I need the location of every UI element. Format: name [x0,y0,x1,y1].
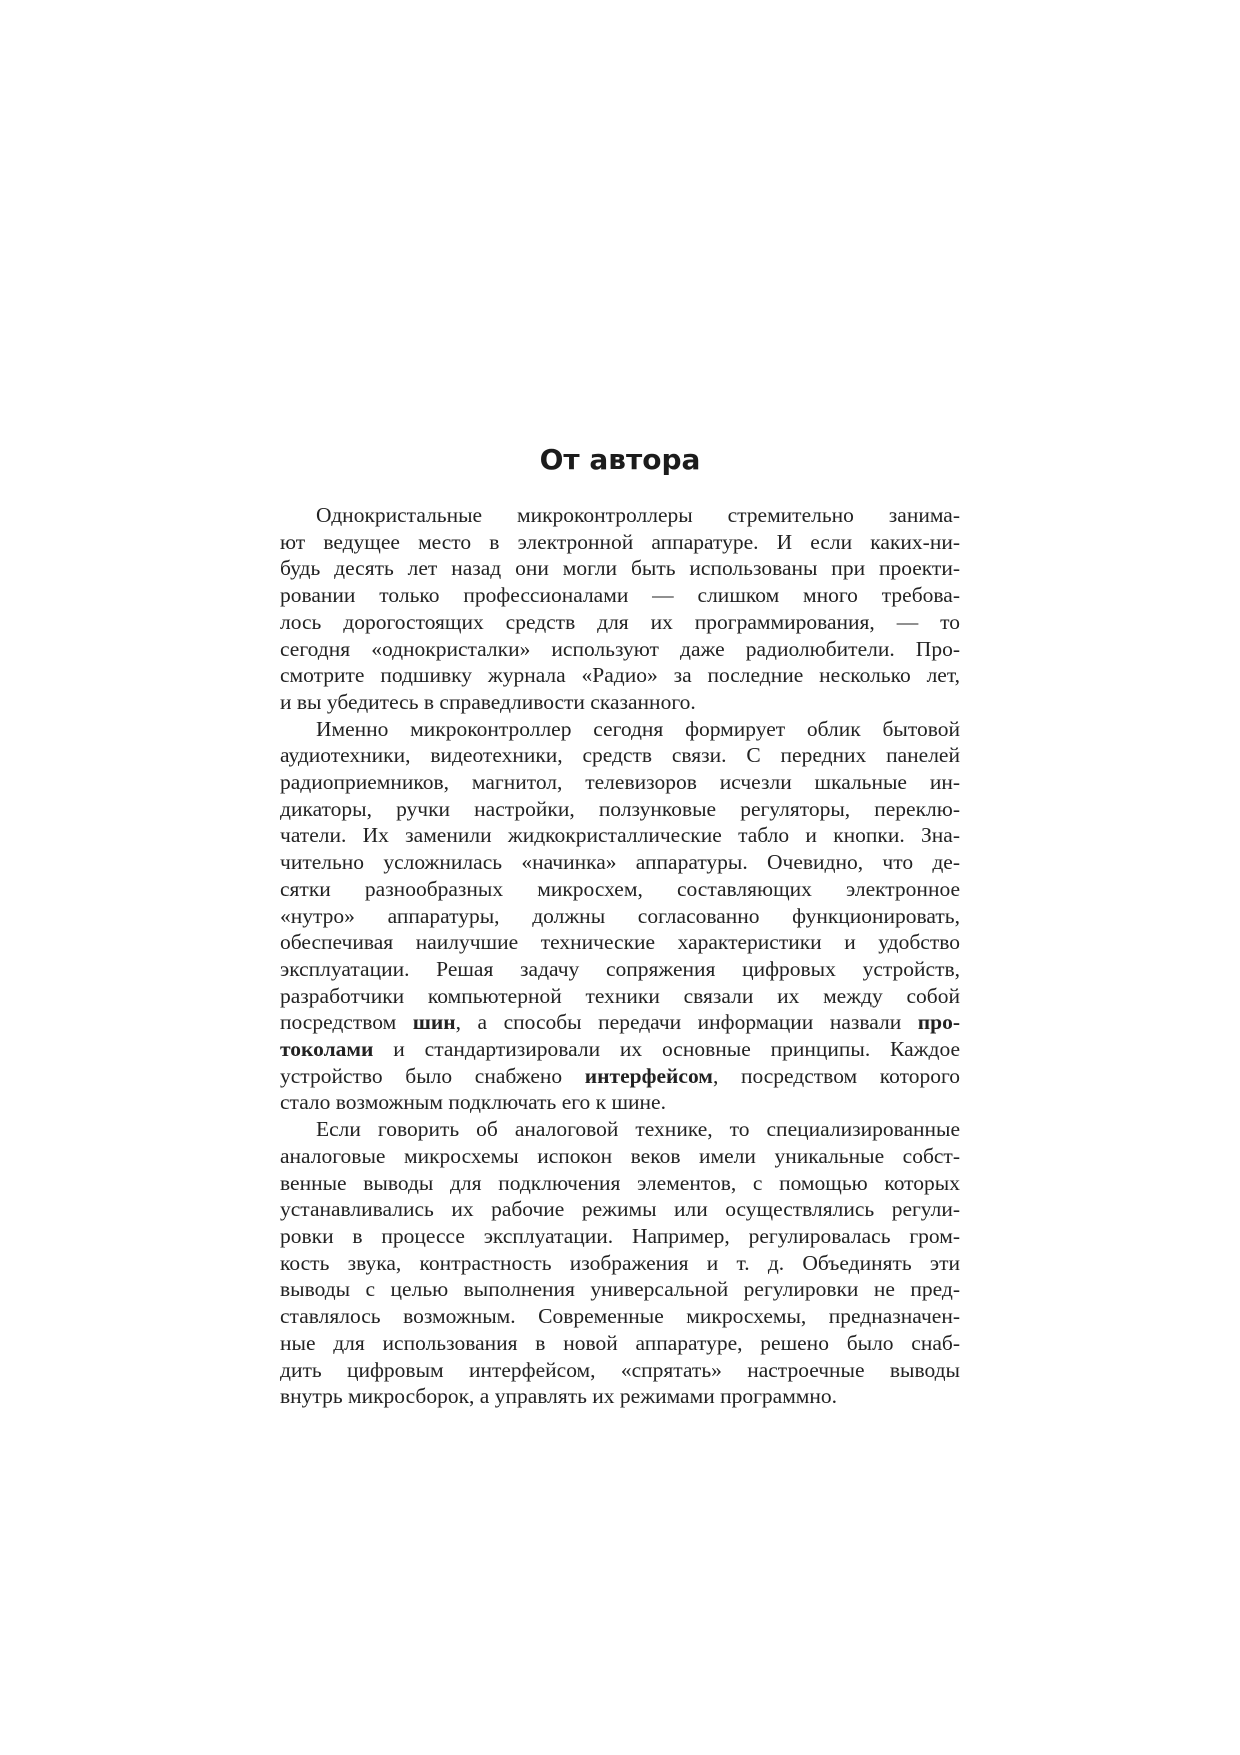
text-line: радиоприемников, магнитол, телевизоров исчезли шкальные ин- [280,770,960,795]
text-line: «нутро» аппаратуры, должны согласованно функционировать, [280,903,960,928]
text-line: чительно усложнилась «начинка» аппаратуры. Очевидно, что де- [280,850,960,875]
text-line: разработчики компьютерной техники связали их между собой [280,983,960,1008]
text-line: будь десять лет назад они могли быть использованы при проекти- [280,556,960,581]
text-line: ставлялось возможным. Современные микросхемы, предназначен- [280,1304,960,1329]
text-line: кость звука, контрастность изображения и т. д. Объединять эти [280,1250,960,1275]
text-line: посредством шин, а способы передачи информации назвали про- [280,1010,960,1035]
text-line: аналоговые микросхемы испокон веков имели уникальные собст- [280,1143,960,1168]
text-line: обеспечивая наилучшие технические характеристики и удобство [280,930,960,955]
text-line: сегодня «однокристалки» используют даже радиолюбители. Про- [280,636,960,661]
text-line: устройство было снабжено интерфейсом, посредством которого [280,1063,960,1088]
text-line: ные для использования в новой аппаратуре, решено было снаб- [280,1330,960,1355]
text-line: ровании только профессионалами — слишком много требова- [280,583,960,608]
bold-term: интерфейсом [584,1063,713,1088]
text-line: дить цифровым интерфейсом, «спрятать» настроечные выводы [280,1357,960,1382]
text-line: Если говорить об аналоговой технике, то специализированные [316,1117,960,1142]
text-line: ют ведущее место в электронной аппаратуре. И если каких-ни- [280,529,960,554]
bold-term: шин [412,1010,456,1035]
text-line: стало возможным подключать его к шине. [280,1090,666,1115]
text-line: смотрите подшивку журнала «Радио» за последние несколько лет, [280,663,960,688]
section-heading: От автора [539,443,701,476]
text-line: сятки разнообразных микросхем, составляющих электронное [280,876,960,901]
paragraph-3 [280,1116,960,1410]
text-line: дикаторы, ручки настройки, ползунковые регуляторы, переклю- [280,796,960,821]
text-line: Именно микроконтроллер сегодня формирует облик бытовой [316,716,960,741]
text-line: токолами и стандартизировали их основные принципы. Каждое [280,1037,960,1062]
text-line: аудиотехники, видеотехники, средств связи. С передних панелей [280,743,960,768]
text-line: эксплуатации. Решая задачу сопряжения цифровых устройств, [280,956,960,981]
body-text [280,502,960,1410]
text-line: лось дорогостоящих средств для их программирования, — то [280,609,960,634]
paragraph-1 [280,502,960,716]
text-line: ровки в процессе эксплуатации. Например, регулировалась гром- [280,1223,960,1248]
text-line: выводы с целью выполнения универсальной регулировки не пред- [280,1277,960,1302]
text-line: чатели. Их заменили жидкокристаллические табло и кнопки. Зна- [280,823,960,848]
text-line: внутрь микросборок, а управлять их режимами программно. [280,1384,838,1409]
text-line: венные выводы для подключения элементов, с помощью которых [280,1170,960,1195]
bold-term: про- [917,1010,960,1035]
bold-term: токолами [280,1037,374,1062]
text-line: Однокристальные микроконтроллеры стремительно занима- [316,503,960,527]
text-line: и вы убедитесь в справедливости сказанного. [280,689,696,714]
paragraph-2 [280,716,960,1117]
text-line: устанавливались их рабочие режимы или осуществлялись регули- [280,1197,960,1222]
